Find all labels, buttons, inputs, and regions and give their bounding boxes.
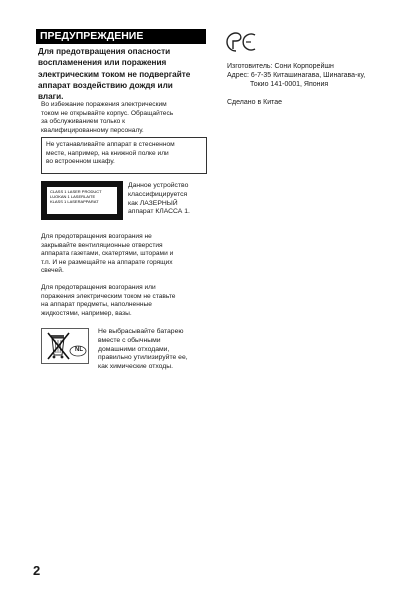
text-line: влаги. [38,92,64,102]
text-line: т.п. И не размещайте на аппарате горящих [41,258,173,266]
water-warning [38,46,210,102]
text-line: на аппарат предметы, наполненные [41,301,152,309]
text-line: правильно утилизируйте ее, [98,354,188,362]
text-line: Во избежание поражения электрическим [41,101,167,108]
text-line: электрическим током не подвергайте [38,69,191,79]
text-line: аппарата газетами, скатертями, шторами и [41,250,174,258]
text-line: как химические отходы. [98,363,174,371]
laser-text [128,182,218,217]
text-line: жидкостями, например, вазы. [41,309,132,317]
laser-class-label [41,181,123,220]
text-line: аппарат КЛАССА 1. [128,208,190,216]
warning-title: ПРЕДУПРЕЖДЕНИЕ [36,29,206,44]
nl-badge: NL [75,347,83,353]
text-line: Не выбрасывайте батарею [98,328,184,335]
pct-certification-mark-icon [224,30,260,54]
address-line: Адрес: 6-7-35 Киташинагава, Шинагава-ку, [227,72,366,80]
laser-label-inner [47,187,117,214]
manufacturer-info [227,62,397,90]
text-line: CLASS 1 LASER PRODUCT [50,189,102,194]
text-line: во встроенном шкафу. [46,158,115,166]
text-line: Для предотвращения возгорания не [41,233,152,240]
text-line: Данное устройство [128,182,189,189]
text-line: Не устанавливайте аппарат в стесненном [46,141,175,148]
crossed-bin-icon [41,328,89,364]
text-line: домашними отходами, [98,345,170,353]
address-line-2: Токио 141-0001, Япония [250,81,329,89]
text-line: классифицируется [128,190,188,198]
text-line: аппарат воздействию дождя или [38,80,173,90]
text-line: вместе с обычными [98,336,161,344]
text-line: как ЛАЗЕРНЫЙ [128,199,178,207]
manufacturer-line: Изготовитель: Сони Корпорейшн [227,63,334,70]
text-line: Для предотвращения возгорания или [41,284,156,291]
install-warning-box [41,137,207,174]
liquid-warning [41,284,216,318]
made-in: Сделано в Китае [227,99,283,106]
fire-warning [41,233,216,276]
text-line: током не открывайте корпус. Обращайтесь [41,109,174,117]
page-number: 2 [33,563,41,578]
text-line: закрывайте вентиляционные отверстия [41,241,163,249]
text-line: LUOKAN 1 LASERLAITE [50,194,96,200]
shock-warning [41,101,213,135]
text-line: Для предотвращения опасности [38,47,171,56]
text-line: за обслуживанием только к [41,118,126,126]
battery-text [98,328,218,372]
text-line: воспламенения или поражения [38,58,167,68]
text-line: свечей. [41,267,64,275]
text-line: поражения электрическим током не ставьте [41,292,176,300]
text-line: месте, например, на книжной полке или [46,149,169,157]
text-line: квалифицированному персоналу. [41,126,144,134]
text-line: KLASS 1 LASERAPPARAT [50,199,99,205]
